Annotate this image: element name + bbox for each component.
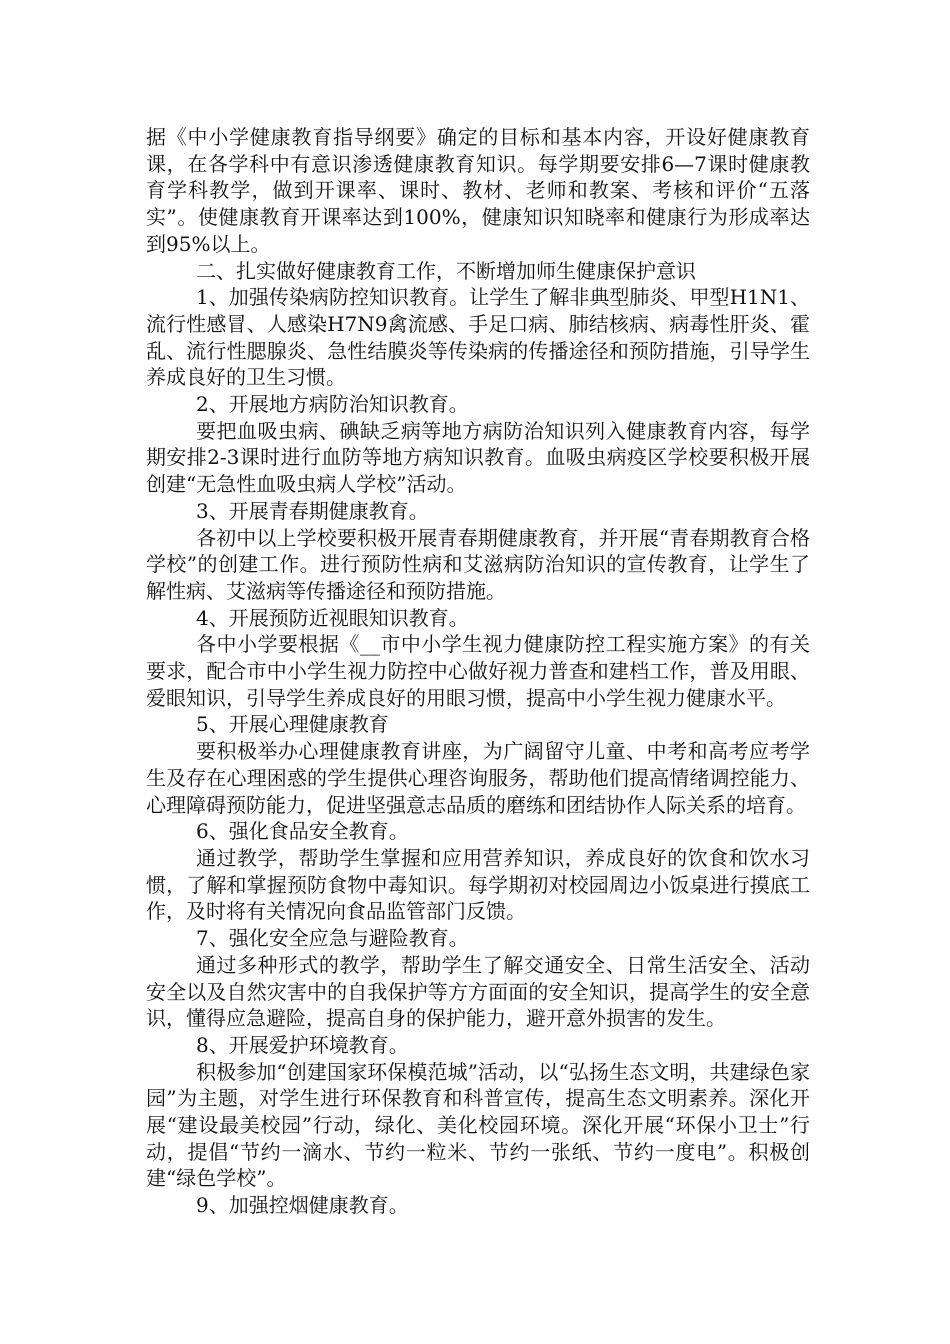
item-heading-9: 9、加强控烟健康教育。 <box>196 1193 409 1218</box>
item-heading-4: 4、开展预防近视眼知识教育。 <box>196 605 469 630</box>
item-heading-3: 3、开展青春期健康教育。 <box>196 498 429 523</box>
paragraph-item-2: 要把血吸虫病、碘缺乏病等地方病防治知识列入健康教育内容，每学期安排2-3课时进行血防等地方病知识教育。血吸虫病疫区学校要积极开展创建“无急性血吸虫病人学校”活动。 <box>146 418 810 497</box>
document-body <box>146 124 810 1219</box>
item-heading-5: 5、开展心理健康教育 <box>196 712 389 737</box>
item-heading-7: 7、强化安全应急与避险教育。 <box>196 926 469 951</box>
item-heading-8: 8、开展爱护环境教育。 <box>196 1032 409 1057</box>
paragraph-item-7: 通过多种形式的教学，帮助学生了解交通安全、日常生活安全、活动安全以及自然灾害中的自我保护等方方面面的安全知识，提高学生的安全意识，懂得应急避险，提高自身的保护能力，避开意外损害的发生。 <box>146 952 810 1031</box>
paragraph-intro: 据《中小学健康教育指导纲要》确定的目标和基本内容，开设好健康教育课，在各学科中有意识渗透健康教育知识。每学期要安排6—7课时健康教育学科教学，做到开课率、课时、教材、老师和教案、考核和评价“五落实”。使健康教育开课率达到100%，健康知识知晓率和健康行为形成率达到95%以上。 <box>146 125 810 256</box>
section-heading-2: 二、扎实做好健康教育工作，不断增加师生健康保护意识 <box>196 258 696 283</box>
paragraph-item-8: 积极参加“创建国家环保模范城”活动，以“弘扬生态文明，共建绿色家园”为主题，对学生进行环保教育和科普宣传，提高生态文明素养。深化开展“建设最美校园”行动，绿化、美化校园环境。深化开展“环保小卫士”行动，提倡“节约一滴水、节约一粒米、节约一张纸、节约一度电”。积极创建“绿色学校”。 <box>146 1059 810 1191</box>
item-heading-2: 2、开展地方病防治知识教育。 <box>196 392 469 417</box>
paragraph-item-4: 各中小学要根据《__市中小学生视力健康防控工程实施方案》的有关要求，配合市中小学生视力防控中心做好视力普查和建档工作，普及用眼、爱眼知识，引导学生养成良好的用眼习惯，提高中小学生视力健康水平。 <box>146 632 810 710</box>
paragraph-item-5: 要积极举办心理健康教育讲座，为广阔留守儿童、中考和高考应考学生及存在心理困惑的学生提供心理咨询服务，帮助他们提高情绪调控能力、心理障碍预防能力，促进坚强意志品质的磨练和团结协作人际关系的培育。 <box>146 739 810 817</box>
paragraph-item-1: 1、加强传染病防控知识教育。让学生了解非典型肺炎、甲型H1N1、流行性感冒、人感染H7N9禽流感、手足口病、肺结核病、病毒性肝炎、霍乱、流行性腮腺炎、急性结膜炎等传染病的传播途径和预防措施，引导学生养成良好的卫生习惯。 <box>146 285 810 390</box>
paragraph-item-3: 各初中以上学校要积极开展青春期健康教育，并开展“青春期教育合格学校”的创建工作。进行预防性病和艾滋病防治知识的宣传教育，让学生了解性病、艾滋病等传播途径和预防措施。 <box>146 525 810 603</box>
paragraph-item-6: 通过教学，帮助学生掌握和应用营养知识，养成良好的饮食和饮水习惯，了解和掌握预防食物中毒知识。每学期初对校园周边小饭桌进行摸底工作，及时将有关情况向食品监管部门反馈。 <box>146 845 810 924</box>
item-heading-6: 6、强化食品安全教育。 <box>196 819 409 844</box>
